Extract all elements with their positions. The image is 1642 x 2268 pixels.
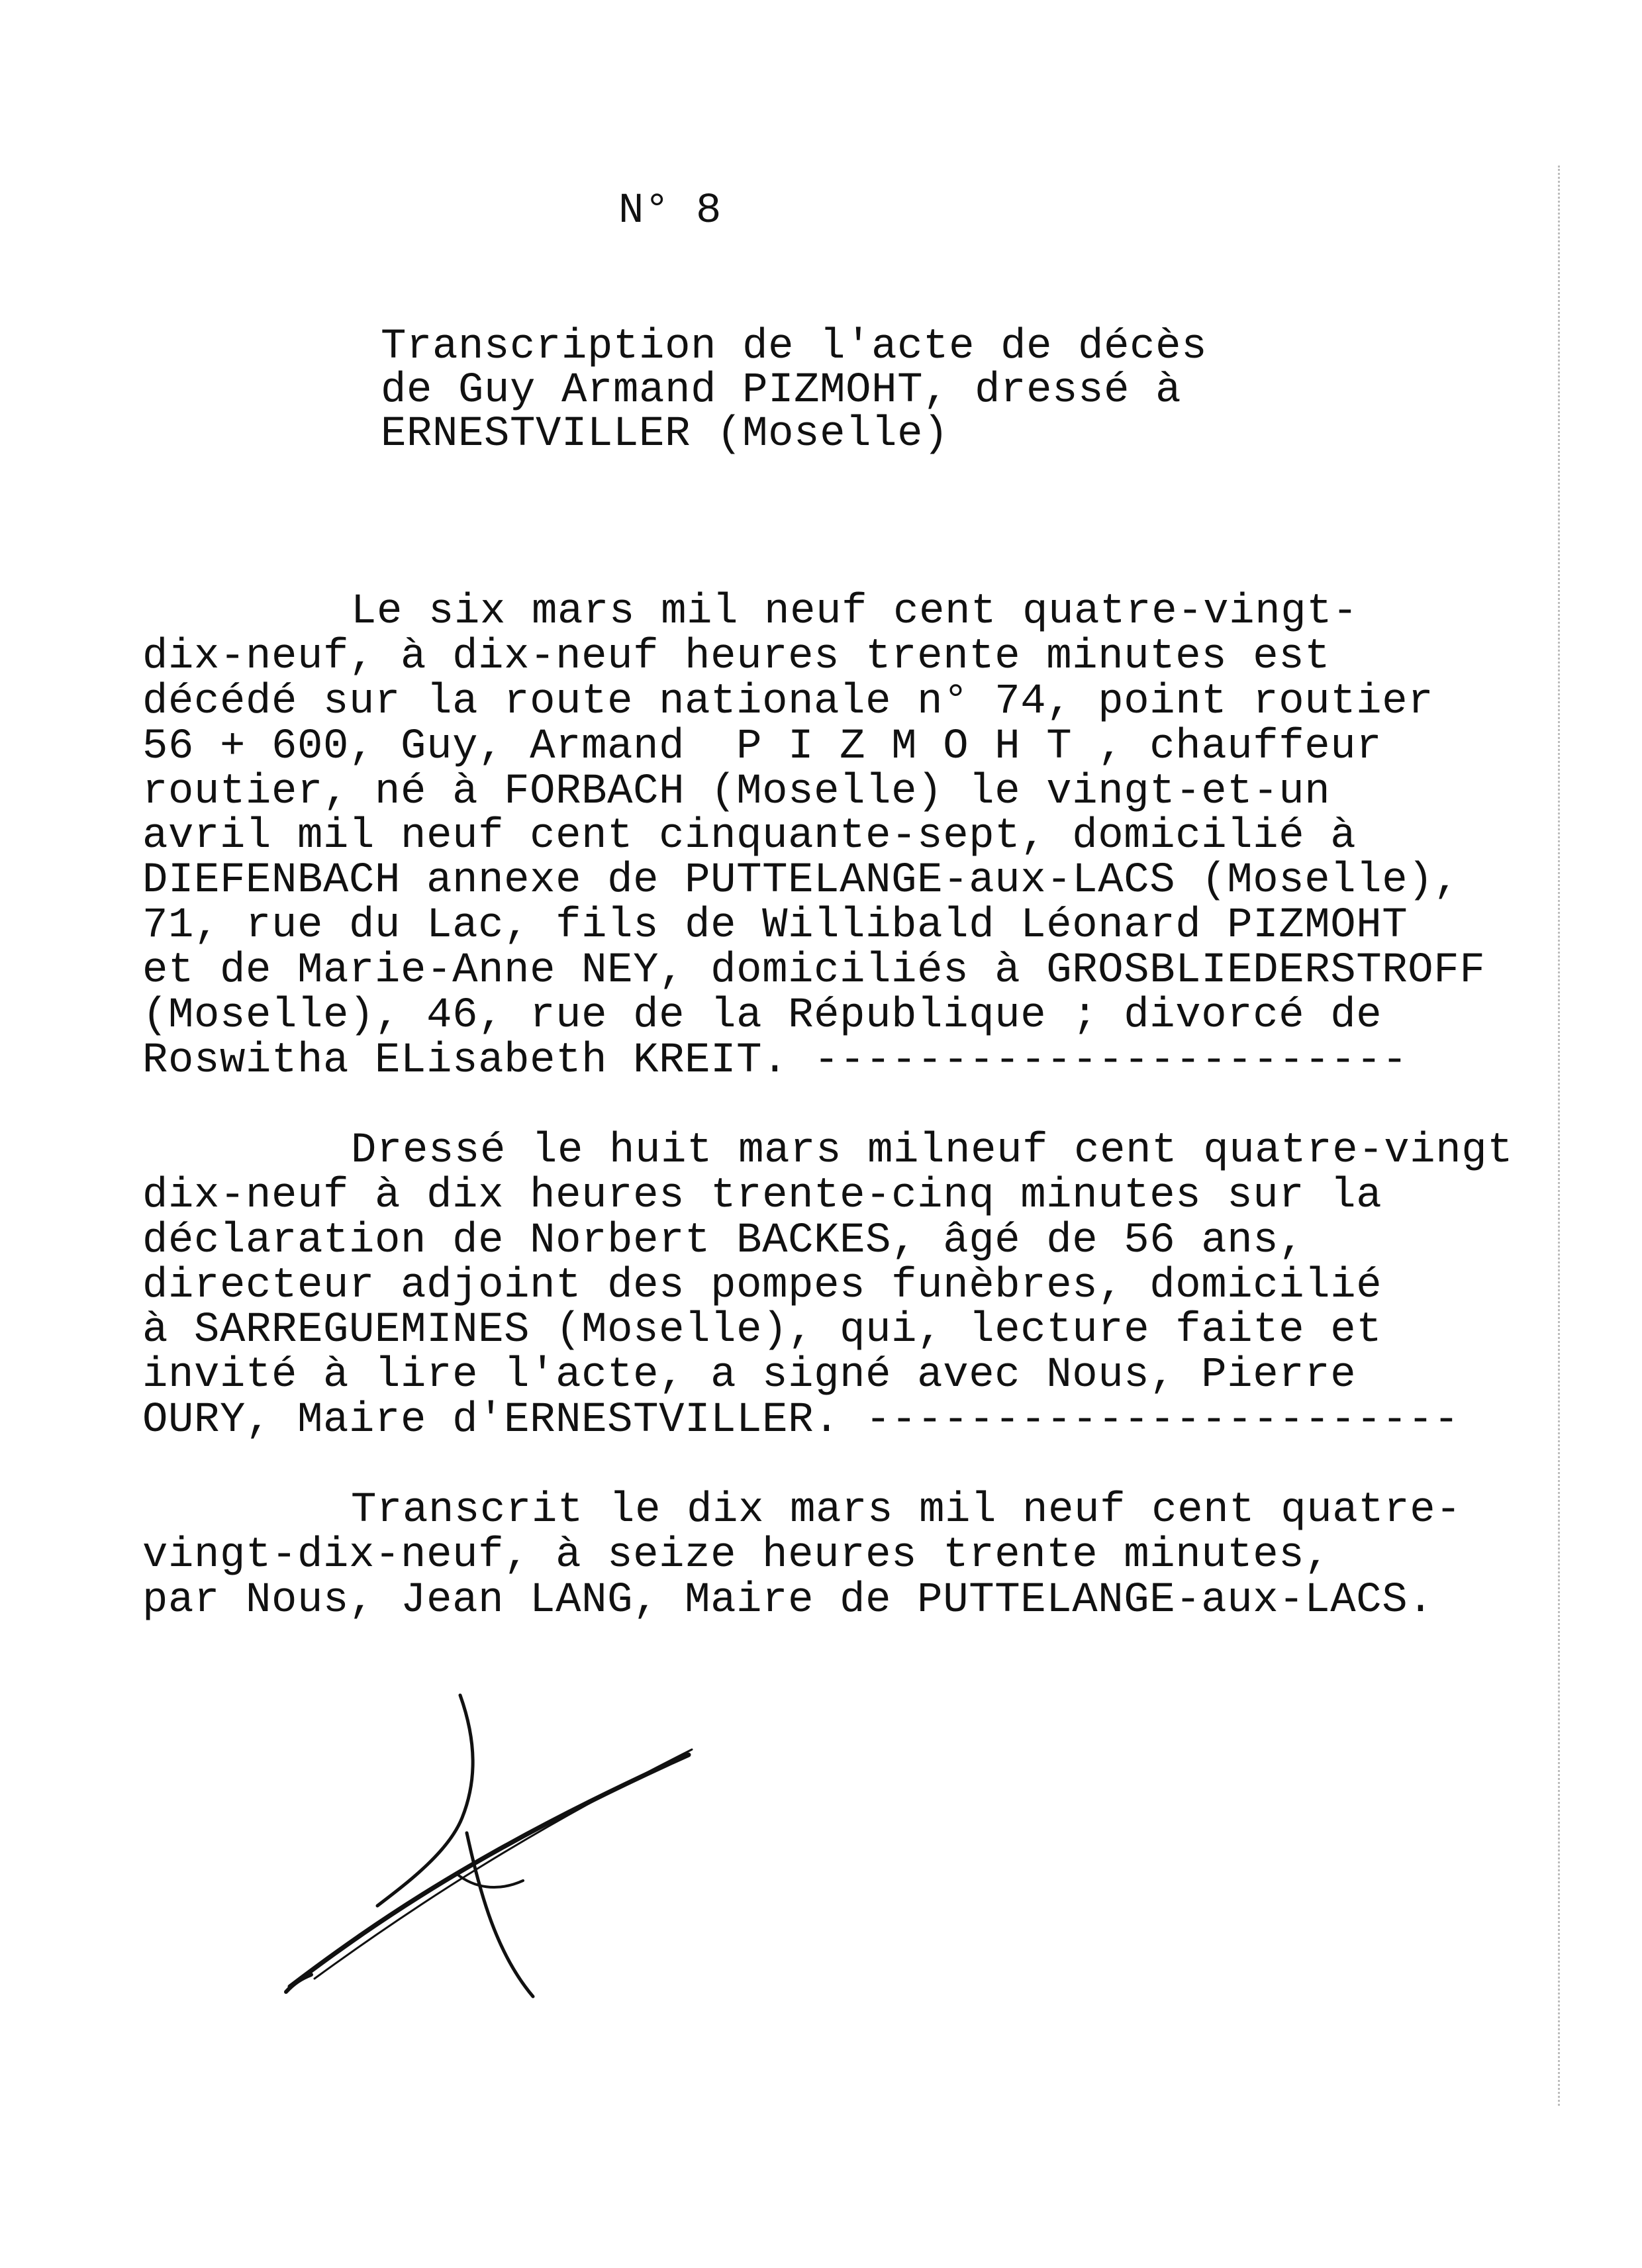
paragraph-line: Roswitha ELisabeth KREIT. ----------------------- (142, 1037, 1408, 1085)
paragraph-line: Dressé le huit mars milneuf cent quatre-vingt (351, 1127, 1514, 1175)
paragraph-line: avril mil neuf cent cinquante-sept, domicilié à (142, 813, 1357, 860)
handwritten-signature (278, 1682, 708, 2026)
paragraph-line: invité à lire l'acte, a signé avec Nous, Pierre (142, 1352, 1357, 1399)
title-line: Transcription de l'acte de décès (381, 323, 1208, 371)
paragraph-line: et de Marie-Anne NEY, domiciliés à GROSBLIEDERSTROFF (142, 947, 1486, 995)
paragraph-line: vingt-dix-neuf, à seize heures trente minutes, (142, 1532, 1331, 1579)
title-line: de Guy Armand PIZMOHT, dressé à (381, 367, 1182, 415)
paragraph-line: dix-neuf, à dix-neuf heures trente minutes est (142, 633, 1331, 681)
paragraph-line: 71, rue du Lac, fils de Willibald Léonard PIZMOHT (142, 902, 1408, 950)
paragraph-line: dix-neuf à dix heures trente-cinq minutes sur la (142, 1172, 1382, 1220)
document-number: N° 8 (618, 187, 722, 235)
paragraph-line: par Nous, Jean LANG, Maire de PUTTELANGE-aux-LACS. (142, 1577, 1434, 1624)
paragraph-line: déclaration de Norbert BACKES, âgé de 56 ans, (142, 1217, 1305, 1265)
signature-stroke (467, 1833, 533, 1997)
signature-stroke (290, 1755, 689, 1987)
paragraph-line: 56 + 600, Guy, Armand P I Z M O H T , chauffeur (142, 723, 1382, 771)
paragraph-line: décédé sur la route nationale n° 74, point routier (142, 678, 1434, 726)
paragraph-line: routier, né à FORBACH (Moselle) le vingt-et-un (142, 768, 1331, 816)
paragraph-line: OURY, Maire d'ERNESTVILLER. ----------------------- (142, 1397, 1460, 1444)
paragraph-line: à SARREGUEMINES (Moselle), qui, lecture faite et (142, 1307, 1382, 1354)
paragraph-line: directeur adjoint des pompes funèbres, domicilié (142, 1262, 1382, 1310)
paragraph-line: Transcrit le dix mars mil neuf cent quatre- (351, 1487, 1462, 1534)
paragraph-line: DIEFENBACH annexe de PUTTELANGE-aux-LACS (Moselle), (142, 857, 1460, 905)
page-edge-dotted-line (1558, 166, 1560, 2106)
paragraph-line: (Moselle), 46, rue de la République ; divorcé de (142, 992, 1382, 1040)
signature-stroke (314, 1750, 692, 1979)
title-line: ERNESTVILLER (Moselle) (381, 411, 949, 458)
paragraph-line: Le six mars mil neuf cent quatre-vingt- (351, 588, 1359, 636)
